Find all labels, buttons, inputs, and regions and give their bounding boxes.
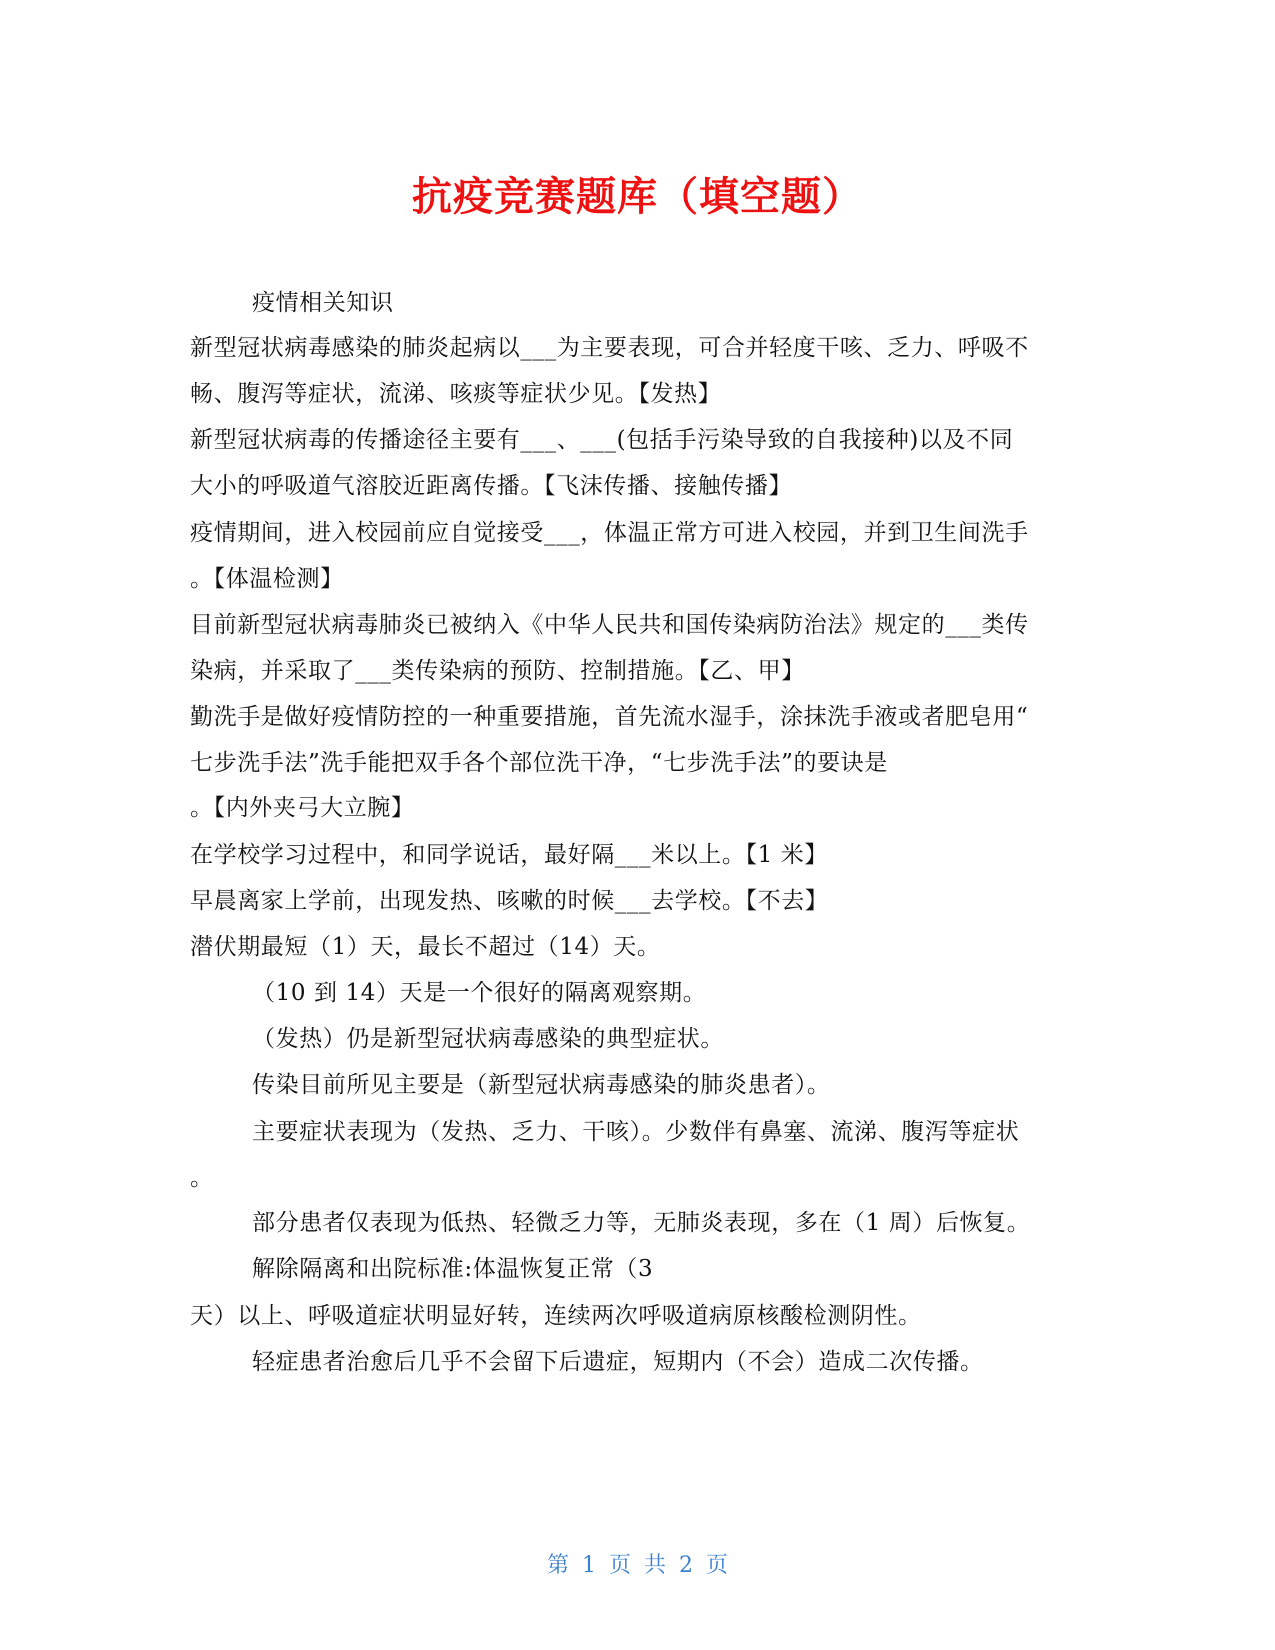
text-line: 畅、腹泻等症状，流涕、咳痰等症状少见。【发热】	[190, 381, 722, 407]
text-line: 。【内外夹弓大立腕】	[190, 795, 415, 821]
text-line: 潜伏期最短（1）天，最长不超过（14）天。	[190, 934, 661, 960]
text-line: 染病，并采取了___类传染病的预防、控制措施。【乙、甲】	[190, 658, 805, 684]
text-line: 大小的呼吸道气溶胶近距离传播。【飞沫传播、接触传播】	[190, 473, 793, 499]
text-line: 部分患者仅表现为低热、轻微乏力等，无肺炎表现，多在（1 周）后恢复。	[252, 1210, 1031, 1236]
page-number: 第 1 页 共 2 页	[547, 1553, 728, 1578]
text-line: 传染目前所见主要是（新型冠状病毒感染的肺炎患者）。	[252, 1072, 831, 1098]
text-line: 新型冠状病毒感染的肺炎起病以___为主要表现，可合并轻度干咳、乏力、呼吸不	[190, 335, 1029, 361]
document-title: 抗疫竞赛题库（填空题）	[412, 174, 863, 220]
text-line: 勤洗手是做好疫情防控的一种重要措施，首先流水湿手，涂抹洗手液或者肥皂用“	[190, 704, 1029, 730]
text-line: （发热）仍是新型冠状病毒感染的典型症状。	[252, 1026, 724, 1052]
text-line: （10 到 14）天是一个很好的隔离观察期。	[252, 980, 707, 1006]
text-line: 新型冠状病毒的传播途径主要有___、___(包括手污染导致的自我接种)以及不同	[190, 427, 1014, 453]
text-line: 天）以上、呼吸道症状明显好转，连续两次呼吸道病原核酸检测阴性。	[190, 1303, 922, 1329]
text-line: 。	[190, 1165, 214, 1191]
section-heading: 疫情相关知识	[252, 290, 394, 316]
text-line: 在学校学习过程中，和同学说话，最好隔___米以上。【1 米】	[190, 842, 828, 868]
text-line: 解除隔离和出院标准:体温恢复正常（3	[252, 1256, 654, 1282]
text-line: 目前新型冠状病毒肺炎已被纳入《中华人民共和国传染病防治法》规定的___类传	[190, 612, 1029, 638]
text-line: 。【体温检测】	[190, 566, 344, 592]
text-line: 七步洗手法”洗手能把双手各个部位洗干净，“七步洗手法”的要诀是	[190, 750, 888, 776]
text-line: 早晨离家上学前，出现发热、咳嗽的时候___去学校。【不去】	[190, 888, 829, 914]
text-line: 疫情期间，进入校园前应自觉接受___，体温正常方可进入校园，并到卫生间洗手	[190, 520, 1029, 546]
text-line: 主要症状表现为（发热、乏力、干咳）。少数伴有鼻塞、流涕、腹泻等症状	[252, 1119, 1020, 1145]
text-line: 轻症患者治愈后几乎不会留下后遗症，短期内（不会）造成二次传播。	[252, 1349, 984, 1375]
